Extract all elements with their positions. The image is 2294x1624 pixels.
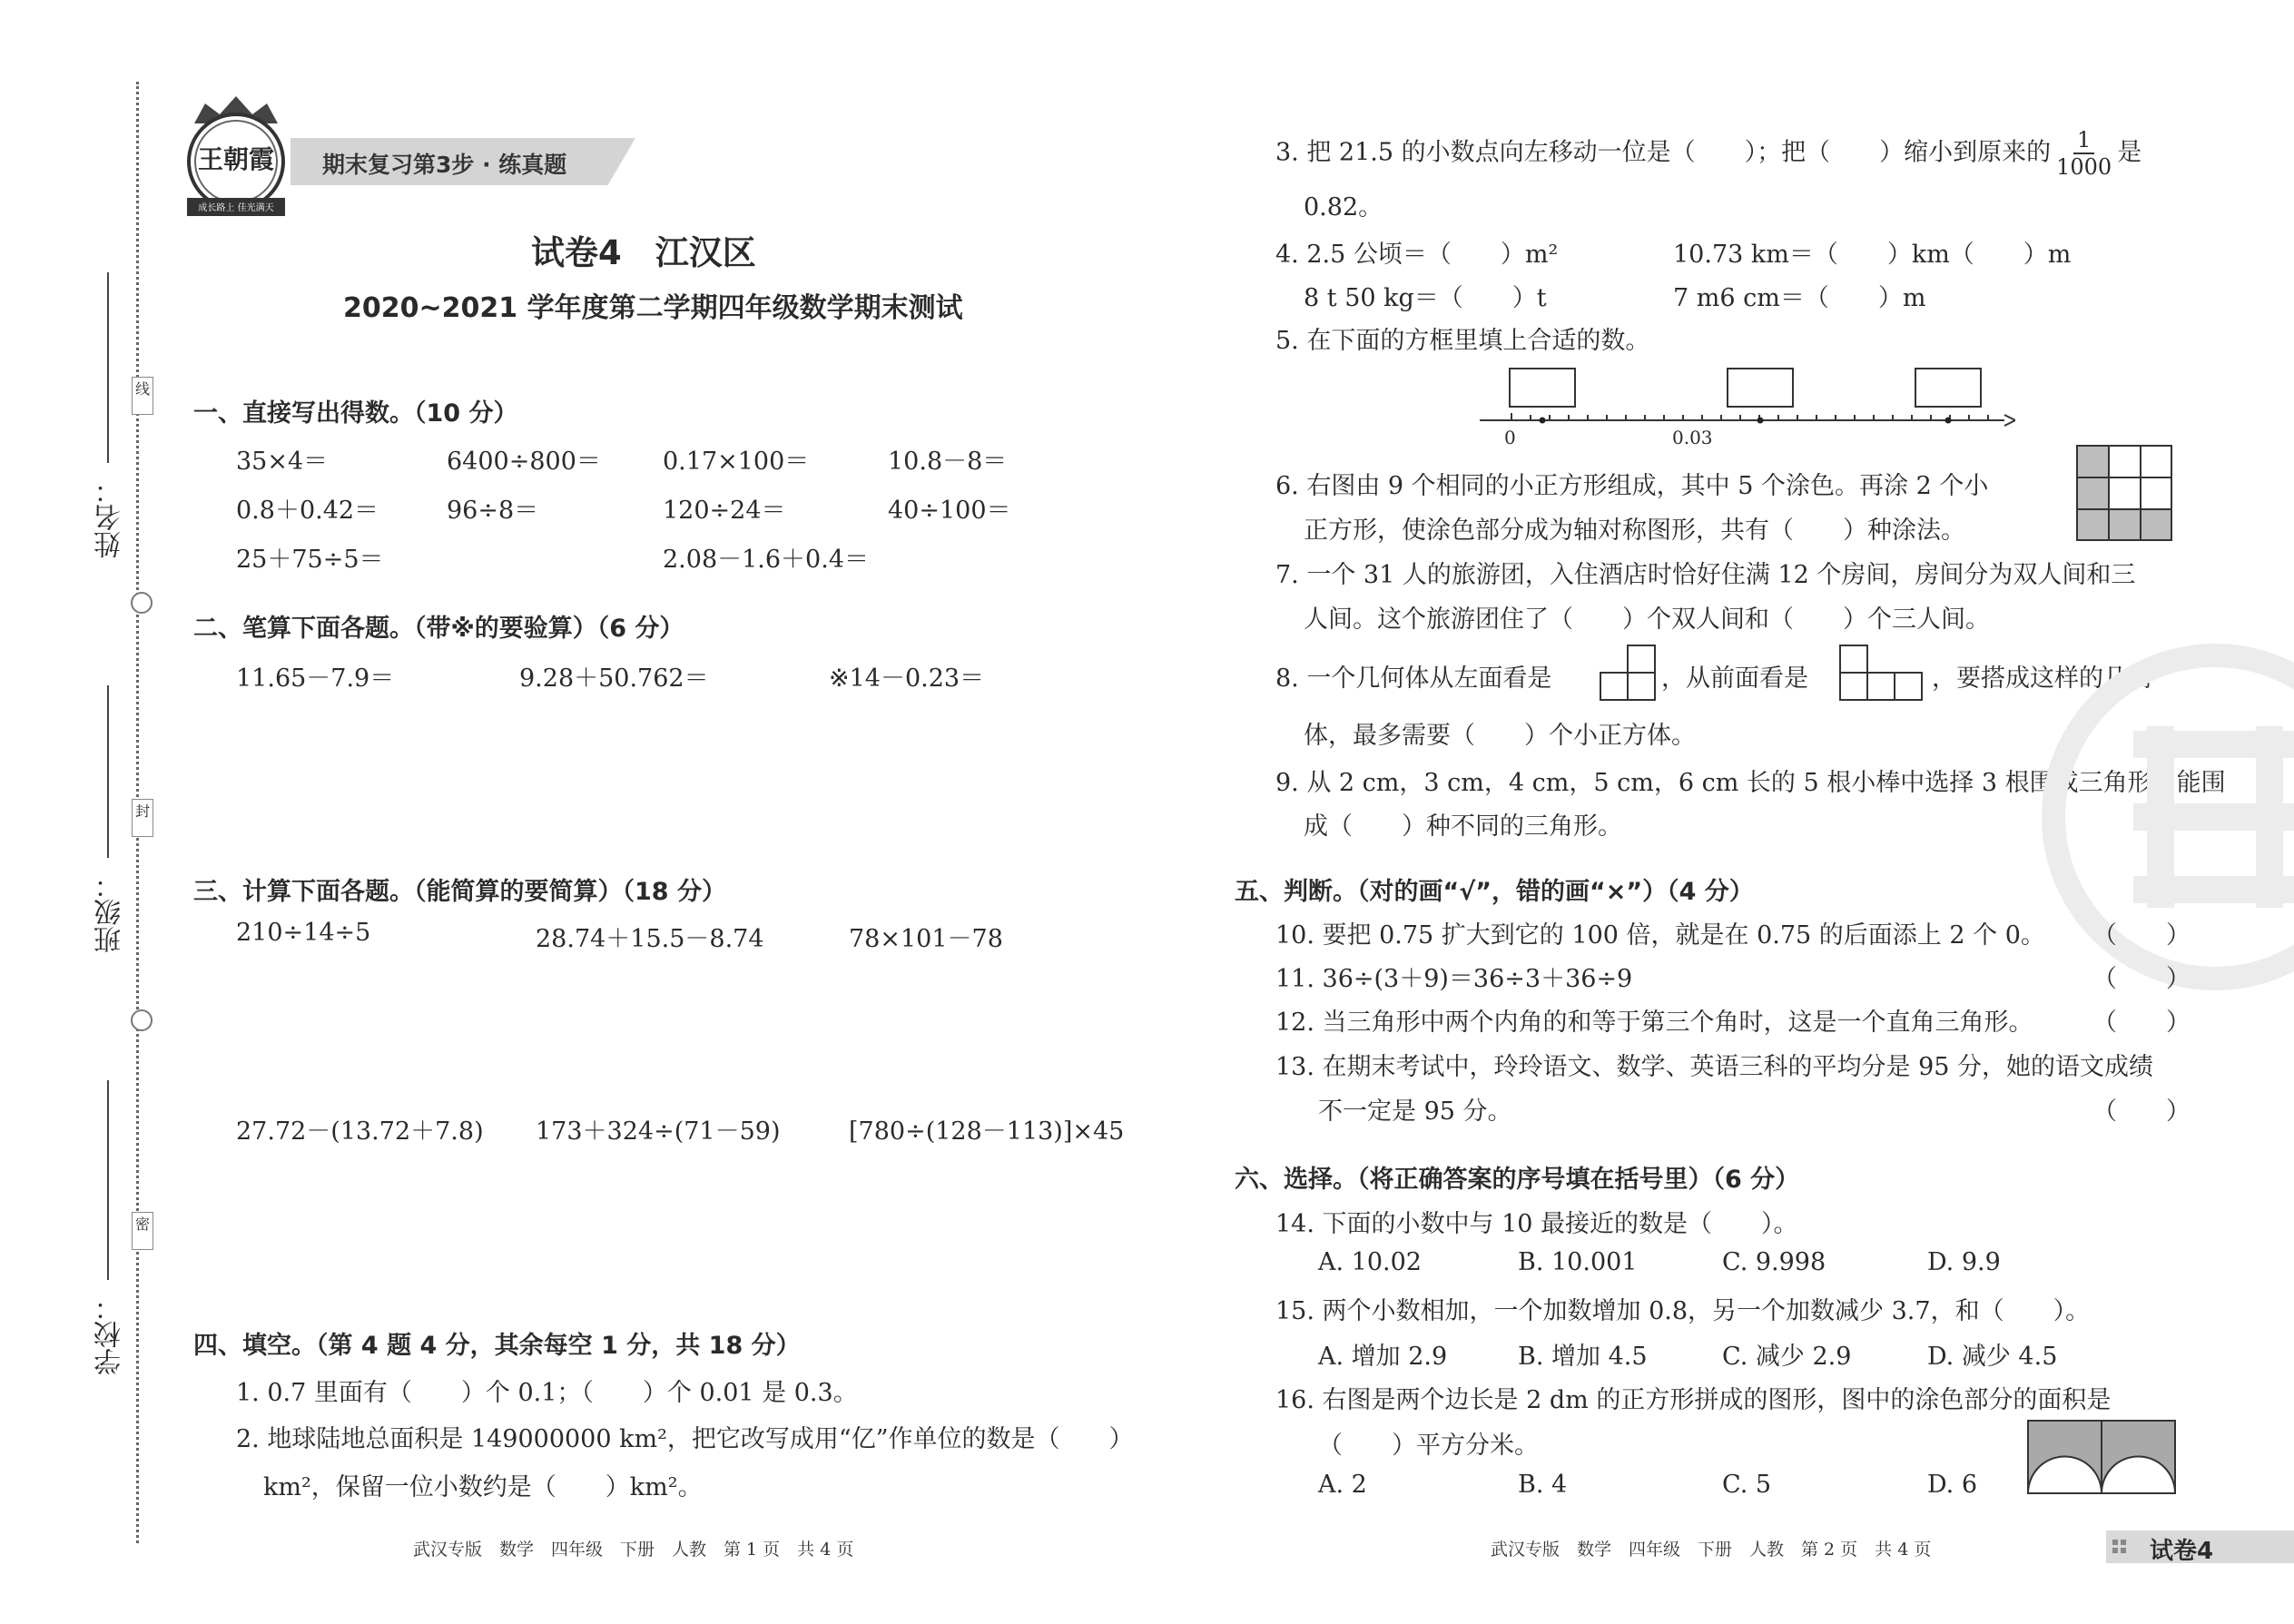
s3-item: [780÷(128－113)]×45 [849,1117,1125,1146]
s2-item: 9.28＋50.762＝ [519,664,709,693]
answer-bracket[interactable]: （ ） [2092,921,2191,950]
s1-item: 0.8＋0.42＝ [236,497,379,525]
s4-q2-line2: km²，保留一位小数约是（ ）km²。 [263,1473,703,1501]
s1-item: 40÷100＝ [888,497,1011,525]
logo-text: 王朝霞 [197,144,274,174]
s3-item: 27.72－(13.72＋7.8) [236,1117,484,1146]
s4-q9-line1: 9. 从 2 cm，3 cm，4 cm，5 cm，6 cm 长的 5 根小棒中选择 3 根围成三角形，能围 [1275,769,2226,797]
s4-q8-d: 体，最多需要（ ）个小正方体。 [1304,722,1696,750]
s6-q16-line2: （ ）平方分米。 [1318,1432,1539,1460]
section-1-title: 一、直接写出得数。（10 分） [193,399,518,428]
s4-q4-d: 7 m6 cm＝（ ）m [1673,284,1926,312]
s6-q14-option[interactable]: A. 10.02 [1318,1248,1422,1276]
s5-q13-line2: 不一定是 95 分。 [1318,1097,1512,1126]
grid-3x3-figure [2076,445,2172,541]
s6-q14-option[interactable]: C. 9.998 [1722,1248,1826,1276]
binding-circle-icon [131,592,153,614]
answer-bracket[interactable]: （ ） [2092,1009,2191,1037]
front-view-figure [1839,645,1923,701]
s1-item: 35×4＝ [236,448,329,476]
brand-logo [182,91,290,213]
s6-q14: 14. 下面的小数中与 10 最接近的数是（ ）。 [1275,1210,1798,1238]
s1-item: 10.8－8＝ [888,448,1008,476]
s6-q15: 15. 两个小数相加，一个加数增加 0.8，另一个加数减少 3.7，和（ ）。 [1275,1297,2091,1325]
page-title: 试卷4 江汉区 [531,233,756,272]
s6-q16-option[interactable]: D. 6 [1927,1471,1978,1499]
s4-q8-b: ，从前面看是 [1661,664,1808,693]
binding-mark-xian: 线 [132,377,153,415]
section-2-title: 二、笔算下面各题。（带※的要验算）（6 分） [193,615,684,643]
binding-mark-mi: 密 [132,1212,153,1250]
school-label: 学校： [94,1294,126,1375]
s3-item: 78×101－78 [849,925,1003,953]
s4-q1: 1. 0.7 里面有（ ）个 0.1；（ ）个 0.01 是 0.3。 [236,1379,858,1407]
answer-bracket[interactable]: （ ） [2092,1097,2191,1126]
s4-q8-c: ，要搭成这样的几何 [1932,664,2152,693]
s1-item: 2.08－1.6＋0.4＝ [663,546,869,574]
s6-q15-option[interactable]: D. 减少 4.5 [1927,1343,2058,1371]
s1-item: 120÷24＝ [663,497,786,525]
s6-q15-option[interactable]: C. 减少 2.9 [1722,1343,1852,1371]
s4-q6-line1: 6. 右图由 9 个相同的小正方形组成，其中 5 个涂色。再涂 2 个小 [1275,472,1989,500]
s4-q5: 5. 在下面的方框里填上合适的数。 [1275,327,1650,355]
section-6-title: 六、选择。（将正确答案的序号填在括号里）（6 分） [1235,1166,1800,1194]
tick-label: 0 [1504,427,1516,448]
s2-item: ※14－0.23＝ [829,664,985,693]
s6-q14-option[interactable]: D. 9.9 [1927,1248,2001,1276]
footer-right: 武汉专版 数学 四年级 下册 人教 第 2 页 共 4 页 [1491,1540,1932,1560]
s6-q15-option[interactable]: B. 增加 4.5 [1518,1343,1648,1371]
s1-item: 25＋75÷5＝ [236,546,384,574]
s4-q4-a: 4. 2.5 公顷＝（ ）m² [1275,241,1559,269]
s6-q14-option[interactable]: B. 10.001 [1518,1248,1638,1276]
s6-q15-option[interactable]: A. 增加 2.9 [1318,1343,1448,1371]
section-3-title: 三、计算下面各题。（能简算的要简算）（18 分） [193,878,726,906]
s4-q7-line2: 人间。这个旅游团住了（ ）个双人间和（ ）个三人间。 [1304,605,1990,634]
footer-tag: 试卷4 [2150,1538,2214,1565]
s5-q10: 10. 要把 0.75 扩大到它的 100 倍，就是在 0.75 的后面添上 2 个 0。 [1275,921,2045,950]
s4-q3-line1: 3. 把 21.5 的小数点向左移动一位是（ ）；把（ ）缩小到原来的 $\frac{1}{1000}$ 是 [1275,127,2142,180]
name-label: 姓名： [94,477,126,558]
s1-item: 96÷8＝ [447,497,539,525]
section-5-title: 五、判断。（对的画“√”，错的画“×”）（4 分） [1235,878,1754,906]
s6-q16-line1: 16. 右图是两个边长是 2 dm 的正方形拼成的图形，图中的涂色部分的面积是 [1275,1386,2112,1414]
s2-item: 11.65－7.9＝ [236,664,395,693]
s5-q13-line1: 13. 在期末考试中，玲玲语文、数学、英语三科的平均分是 95 分，她的语文成绩 [1275,1053,2154,1081]
section-4-title: 四、填空。（第 4 题 4 分，其余每空 1 分，共 18 分） [193,1332,801,1360]
binding-circle-icon [131,1009,153,1031]
s4-q3-line2: 0.82。 [1304,193,1383,221]
tick-label: 0.03 [1672,427,1713,448]
s4-q7-line1: 7. 一个 31 人的旅游团，入住酒店时恰好住满 12 个房间，房间分为双人间和三 [1275,561,2136,589]
name-field[interactable] [107,272,109,463]
s4-q9-line2: 成（ ）种不同的三角形。 [1304,812,1622,841]
s5-q12: 12. 当三角形中两个内角的和等于第三个角时，这是一个直角三角形。 [1275,1009,2033,1037]
answer-bracket[interactable]: （ ） [2092,965,2191,993]
footer-left: 武汉专版 数学 四年级 下册 人教 第 1 页 共 4 页 [413,1540,854,1560]
s5-q11: 11. 36÷(3＋9)＝36÷3＋36÷9 [1275,965,1633,993]
s4-q4-c: 8 t 50 kg＝（ ）t [1304,284,1547,312]
binding-mark-feng: 封 [132,799,153,837]
school-field[interactable] [107,1080,109,1280]
s6-q16-option[interactable]: C. 5 [1722,1471,1772,1499]
s3-item: 210÷14÷5 [236,919,371,947]
s1-item: 0.17×100＝ [663,448,810,476]
fraction: $\frac{1}{1000}$ [2056,127,2112,180]
s3-item: 173＋324÷(71－59) [536,1117,781,1146]
class-field[interactable] [107,685,109,858]
two-squares-figure [2026,1419,2177,1495]
s4-q2-line1: 2. 地球陆地总面积是 149000000 km²，把它改写成用“亿”作单位的数是（ ） [236,1425,1134,1453]
s3-item: 28.74＋15.5－8.74 [536,925,764,953]
s6-q16-option[interactable]: A. 2 [1318,1471,1367,1499]
number-line-figure [1471,361,2015,452]
page-subtitle: 2020~2021 学年度第二学期四年级数学期末测试 [343,292,963,324]
s1-item: 6400÷800＝ [447,448,601,476]
s4-q4-b: 10.73 km＝（ ）km（ ）m [1673,241,2072,269]
s4-q6-line2: 正方形，使涂色部分成为轴对称图形，共有（ ）种涂法。 [1304,517,1965,545]
footer-dots-icon [2111,1538,2138,1556]
left-view-figure [1600,645,1656,701]
logo-banner: 成长路上 佳光满天 [198,203,274,213]
s4-q8-a: 8. 一个几何体从左面看是 [1275,664,1552,693]
s6-q16-option[interactable]: B. 4 [1518,1471,1568,1499]
step-banner-text: 期末复习第3步 · 练真题 [322,152,567,178]
class-label: 班级： [94,871,126,953]
